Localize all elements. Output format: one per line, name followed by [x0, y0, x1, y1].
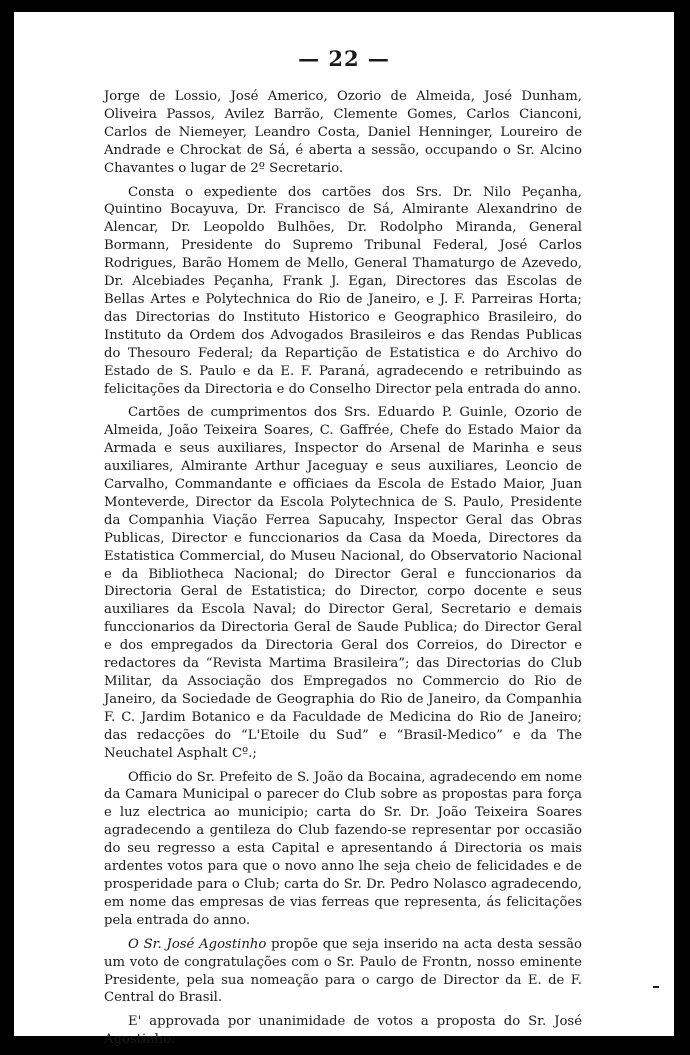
paragraph-proposal	[104, 936, 582, 1008]
document-page	[14, 12, 674, 1048]
proposal-text: propõe que seja inserido na acta desta sessão um voto de congratulações com o Sr. Paulo de Frontn, nosso eminente Presidente, pela sua nomeação para o cargo de Director da E. de F. Central do Brasil.	[104, 936, 582, 1006]
paragraph-expediente-cards: Consta o expediente dos cartões dos Srs. Dr. Nilo Peçanha, Quintino Bocayuva, Dr. Francisco de Sá, Almirante Alexandrino de Alencar, Dr. Leopoldo Bulhões, Dr. Rodolpho Miranda, General Bormann, Presidente do Supremo Tribunal Federal, José Carlos Rodrigues, Barão Homem de Mello, General Thamaturgo de Azevedo, Dr. Alcebiades Peçanha, Frank J. Egan, Directores das Escolas de Bellas Artes e Polytechnica do Rio de Janeiro, e J. F. Parreiras Horta; das Directorias do Instituto Historico e Geographico Brasileiro, do Instituto da Ordem dos Advogados Brasileiros e das Rendas Publicas do Thesouro Federal; da Repartição de Estatistica e do Archivo do Estado de S. Paulo e da E. F. Paraná, agradecendo e retribuindo as felicitações da Directoria e do Conselho Director pela entrada do anno.	[104, 184, 582, 397]
speaker-name: O Sr. José Agostinho	[128, 936, 267, 952]
paragraph-attendees-opening: Jorge de Lossio, José Americo, Ozorio de Almeida, José Dunham, Oliveira Passos, Avilez Barrão, Clemente Gomes, Carlos Cianconi, Carlos de Niemeyer, Leandro Costa, Daniel Henninger, Loureiro de Andrade e Chrockat de Sá, é aberta a sessão, occupando o Sr. Alcino Chavantes o lugar de 2º Secretario.	[104, 89, 582, 176]
paragraph-approval: E' approvada por unanimidade de votos a proposta do Sr. José Agostinho.	[104, 1014, 582, 1048]
body-text	[104, 88, 582, 1055]
paragraph-official-letters: Officio do Sr. Prefeito de S. João da Bocaina, agradecendo em nome da Camara Municipal o parecer do Club sobre as propostas para força e luz electrica ao municipio; carta do Sr. Dr. João Teixeira Soares agradecendo a gentileza do Club fazendo-se representar por occasião do seu regresso a esta Capital e apresentando á Directoria os mais ardentes votos para que o novo anno lhe seja cheio de felicidades e de prosperidade para o Club; carta do Sr. Dr. Pedro Nolasco agradecendo, em nome das empresas de vias ferreas que representa, ás felicitações pela entrada do anno.	[104, 769, 582, 928]
margin-mark	[653, 986, 659, 988]
paragraph-greeting-cards: Cartões de cumprimentos dos Srs. Eduardo P. Guinle, Ozorio de Almeida, João Teixeira Soares, C. Gaffrée, Chefe do Estado Maior da Armada e seus auxiliares, Inspector do Arsenal de Marinha e seus auxiliares, Almirante Arthur Jaceguay e seus auxiliares, Leoncio de Carvalho, Commandante e officiaes da Escola de Estado Maior, Juan Monteverde, Director da Escola Polytechnica de S. Paulo, Presidente da Companhia Viação Ferrea Sapucahy, Inspector Geral das Obras Publicas, Director e funccionarios da Casa da Moeda, Directores da Estatistica Commercial, do Museu Nacional, do Observatorio Nacional e da Bibliotheca Nacional; do Director Geral e funccionarios da Directoria Geral de Estatistica; do Director, corpo docente e seus auxiliares da Escola Naval; do Director Geral, Secretario e demais funccionarios da Directoria Geral de Saude Publica; do Director Geral e dos empregados da Directoria Geral dos Correios, do Director e redactores da “Revista Martima Brasileira”; das Directorias do Club Militar, da Associação dos Empregados no Commercio do Rio de Janeiro, da Sociedade de Geographia do Rio de Janeiro, da Companhia F. C. Jardim Botanico e da Faculdade de Medicina do Rio de Janeiro; das redacções do “L'Etoile du Sud” e “Brasil-Medico” e da The Neuchatel Asphalt Cº.;	[104, 405, 582, 761]
page-number: — 22 —	[298, 46, 390, 71]
